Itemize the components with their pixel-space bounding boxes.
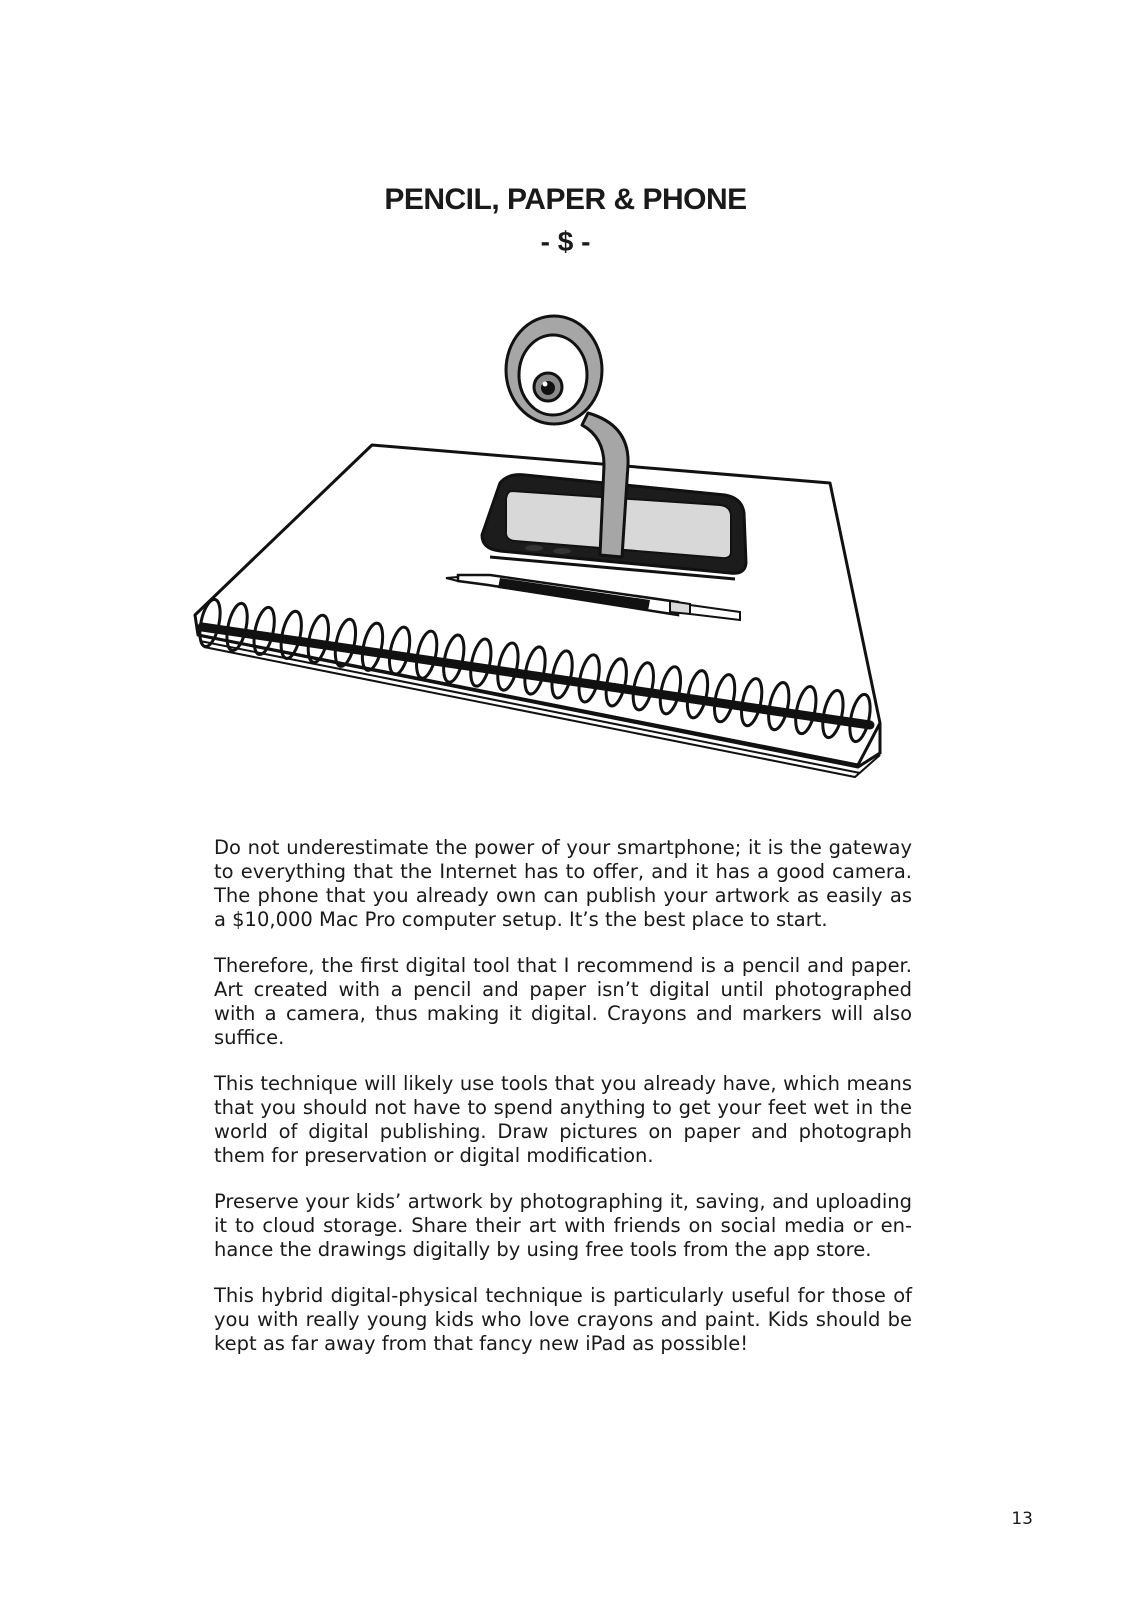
paragraph: Preserve your kids’ artwork by photographing it, saving, and uploading it to cloud storage. Share their art with friends on social media or en-hance the drawings digitally by using free tools from the app store.: [214, 1190, 912, 1261]
article-body: [214, 836, 912, 1378]
page-title: PENCIL, PAPER & PHONE: [384, 183, 747, 216]
paragraph: This technique will likely use tools that you already have, which means that you should not have to spend anything to get your feet wet in the world of digital publishing. Draw pictures on paper and photograph them for preservation or digital modification.: [214, 1072, 912, 1167]
price-indicator: - $ -: [540, 226, 591, 257]
paragraph: Do not underestimate the power of your smartphone; it is the gateway to everything that the Internet has to offer, and it has a good camera. The phone that you already own can publish your artwork as easily as a $10,000 Mac Pro computer setup. It’s the best place to start.: [214, 836, 912, 931]
notebook-phone-illustration: [190, 305, 910, 785]
page-number: 13: [1011, 1509, 1033, 1529]
paragraph: Therefore, the first digital tool that I recommend is a pencil and paper. Art created with a pencil and paper isn’t digital until photographed with a camera, thus making it digital. Crayons and markers will also suffice.: [214, 954, 912, 1049]
paragraph: This hybrid digital-physical technique is particularly useful for those of you with really young kids who love crayons and paint. Kids should be kept as far away from that fancy new iPad as possible!: [214, 1284, 912, 1355]
